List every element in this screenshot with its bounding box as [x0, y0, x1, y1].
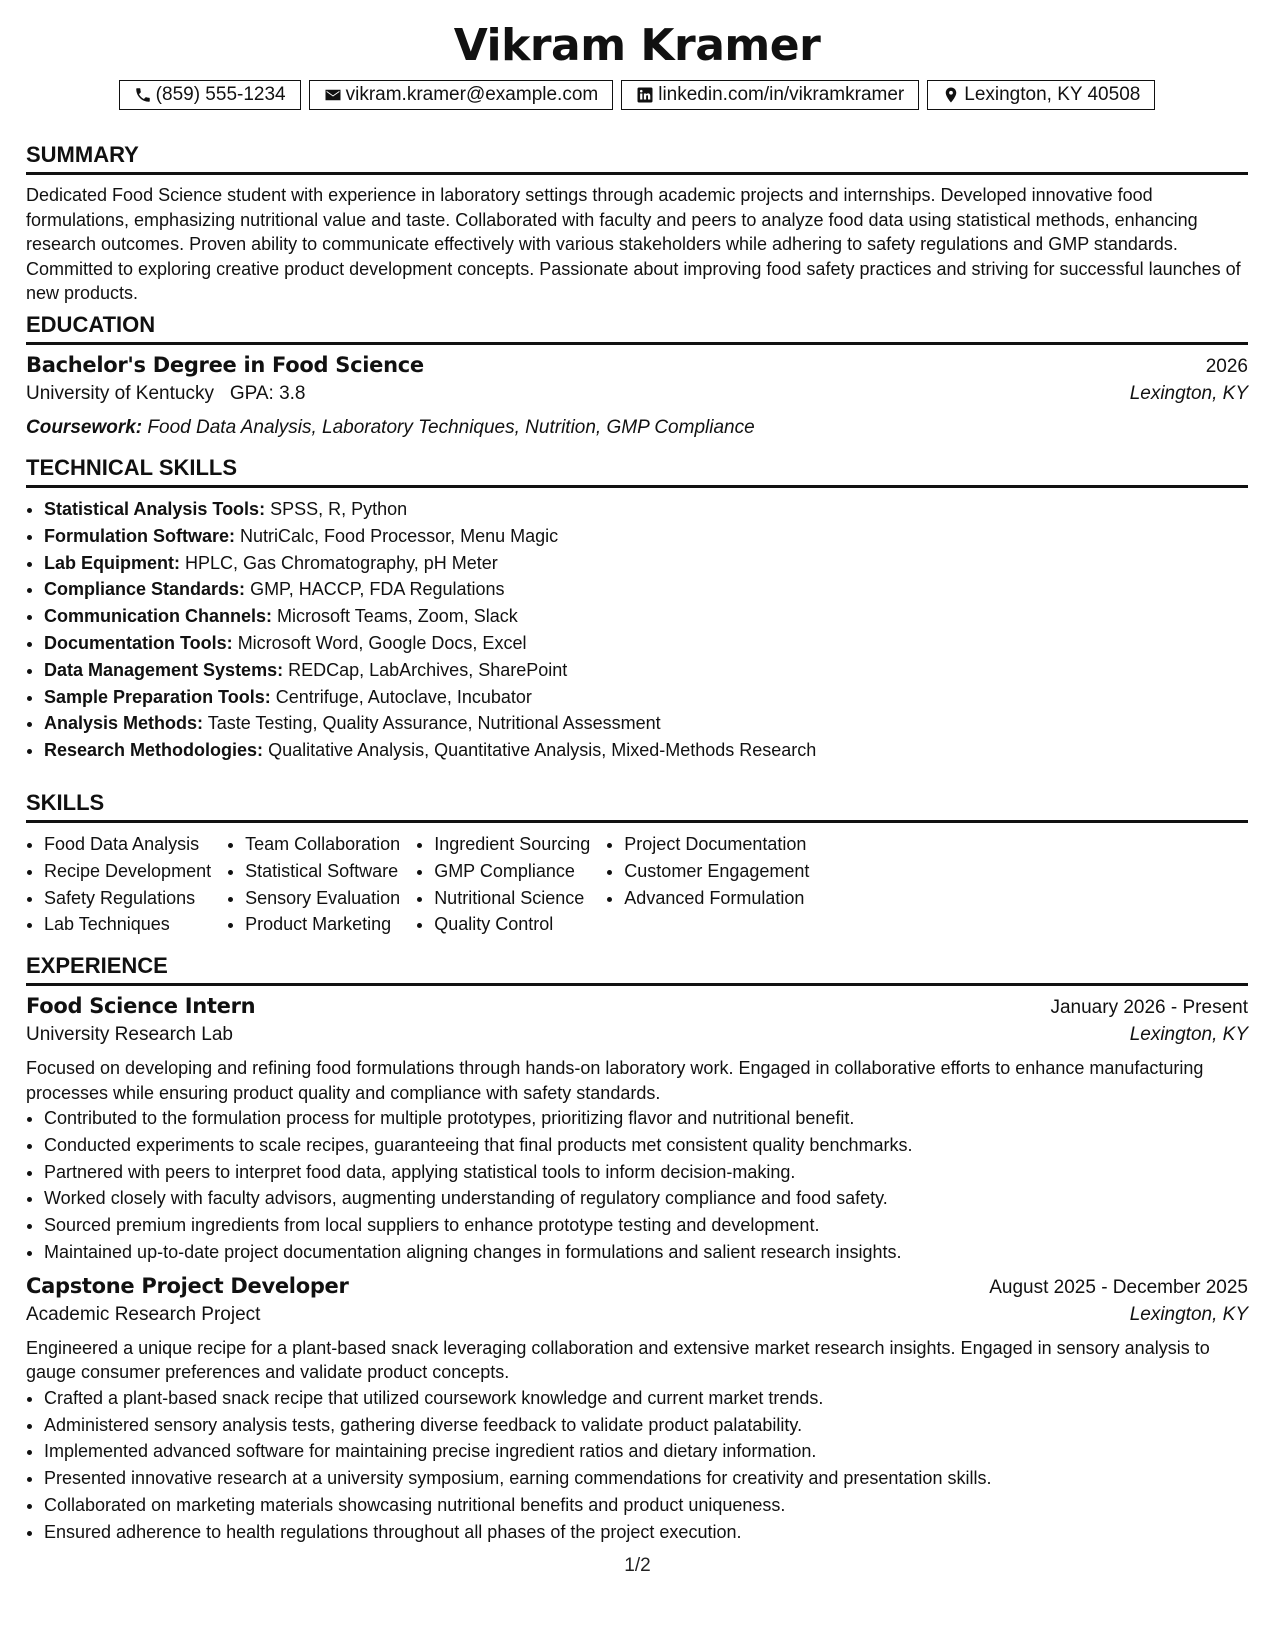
- education-section: [26, 312, 1248, 443]
- list-item: • Advanced Formulation: [624, 885, 809, 912]
- gpa: GPA: 3.8: [229, 383, 306, 404]
- list-item: • Food Data Analysis: [44, 831, 211, 858]
- contact-linkedin[interactable]: [621, 80, 919, 110]
- list-item: • Customer Engagement: [624, 858, 809, 885]
- school-line: [26, 383, 306, 405]
- skills-columns: [26, 831, 1248, 938]
- skill-label: Communication Channels:: [44, 606, 273, 627]
- list-item: • Statistical Software: [245, 858, 400, 885]
- skill-value: NutriCalc, Food Processor, Menu Magic: [240, 525, 559, 546]
- skill-value: REDCap, LabArchives, SharePoint: [288, 659, 568, 680]
- list-item: • Worked closely with faculty advisors, augmenting understanding of regulatory compliance and food safety.: [44, 1185, 1248, 1212]
- skill-label: Lab Equipment:: [44, 552, 180, 573]
- technical-skills-heading: TECHNICAL SKILLS: [26, 455, 1248, 488]
- list-item: • Maintained up-to-date project documentation aligning changes in formulations and salient research insights.: [44, 1239, 1248, 1266]
- map-pin-icon: [942, 86, 960, 104]
- list-item: • GMP Compliance: [434, 858, 590, 885]
- technical-skills-list: [26, 496, 1248, 764]
- skill-label: Documentation Tools:: [44, 632, 233, 653]
- skill-label: Research Methodologies:: [44, 740, 264, 761]
- list-item: [44, 496, 1248, 523]
- list-item: • Nutritional Science: [434, 885, 590, 912]
- list-item: • Sourced premium ingredients from local suppliers to enhance prototype testing and development.: [44, 1212, 1248, 1239]
- coursework-line: [26, 413, 1248, 443]
- contact-location-text: Lexington, KY 40508: [964, 84, 1141, 105]
- job-title: Capstone Project Developer: [26, 1273, 349, 1298]
- contact-email-text: vikram.kramer@example.com: [345, 84, 599, 105]
- job-entry: [26, 994, 1248, 1266]
- contact-email[interactable]: [309, 80, 614, 110]
- skill-value: Microsoft Teams, Zoom, Slack: [277, 606, 518, 627]
- skill-value: GMP, HACCP, FDA Regulations: [250, 579, 505, 600]
- list-item: [44, 630, 1248, 657]
- list-item: [44, 657, 1248, 684]
- envelope-icon: [324, 86, 342, 104]
- skill-value: Taste Testing, Quality Assurance, Nutritional Assessment: [207, 713, 661, 734]
- list-item: [44, 550, 1248, 577]
- skill-label: Sample Preparation Tools:: [44, 686, 271, 707]
- job-entry: [26, 1274, 1248, 1546]
- education-school-row: [26, 383, 1248, 413]
- job-dates: August 2025 - December 2025: [989, 1276, 1248, 1298]
- list-item: • Recipe Development: [44, 858, 211, 885]
- school-name: University of Kentucky: [26, 383, 214, 404]
- list-item: • Presented innovative research at a university symposium, earning commendations for creativity and presentation skills.: [44, 1465, 1248, 1492]
- list-item: [44, 576, 1248, 603]
- skills-column: [227, 831, 400, 938]
- summary-heading: SUMMARY: [26, 142, 1248, 175]
- list-item: [44, 523, 1248, 550]
- list-item: • Team Collaboration: [245, 831, 400, 858]
- job-bullets: [26, 1385, 1248, 1546]
- list-item: • Ingredient Sourcing: [434, 831, 590, 858]
- school-location: Lexington, KY: [1129, 383, 1248, 404]
- skill-value: HPLC, Gas Chromatography, pH Meter: [185, 552, 498, 573]
- education-degree-row: [26, 353, 1248, 383]
- job-summary: Focused on developing and refining food formulations through hands-on laboratory work. Engaged in collaborative efforts to enhance manufacturing processes while ensuring product quality and compliance with safety standards.: [26, 1058, 1204, 1103]
- list-item: • Crafted a plant-based snack recipe that utilized coursework knowledge and current market trends.: [44, 1385, 1248, 1412]
- skill-value: Microsoft Word, Google Docs, Excel: [237, 632, 527, 653]
- skill-label: Formulation Software:: [44, 525, 236, 546]
- list-item: • Lab Techniques: [44, 911, 211, 938]
- skill-value: SPSS, R, Python: [270, 499, 408, 519]
- list-item: • Ensured adherence to health regulations throughout all phases of the project execution.: [44, 1519, 1248, 1546]
- list-item: [44, 603, 1248, 630]
- summary-section: [26, 142, 1248, 306]
- contact-phone-text: (859) 555-1234: [155, 84, 286, 105]
- experience-heading: EXPERIENCE: [26, 953, 1248, 986]
- phone-icon: [134, 86, 152, 104]
- graduation-year: 2026: [1205, 356, 1248, 377]
- list-item: • Collaborated on marketing materials showcasing nutritional benefits and product uniqueness.: [44, 1492, 1248, 1519]
- job-title: Food Science Intern: [26, 994, 256, 1018]
- contact-linkedin-text: linkedin.com/in/vikramkramer: [658, 84, 905, 105]
- skill-value: Centrifuge, Autoclave, Incubator: [275, 686, 532, 707]
- job-dates: January 2026 - Present: [1050, 997, 1248, 1018]
- job-bullets: [26, 1105, 1248, 1266]
- job-org-row: [26, 1024, 1248, 1056]
- job-location: Lexington, KY: [1129, 1303, 1248, 1325]
- linkedin-icon: [636, 86, 654, 104]
- technical-skills-section: [26, 455, 1248, 764]
- list-item: [44, 710, 1248, 737]
- list-item: • Implemented advanced software for maintaining precise ingredient ratios and dietary information.: [44, 1438, 1248, 1465]
- list-item: [44, 737, 1248, 764]
- skill-label: Analysis Methods:: [44, 713, 204, 734]
- page-number: 1/2: [624, 1555, 651, 1576]
- skills-column: [26, 831, 211, 938]
- summary-text: Dedicated Food Science student with experience in laboratory settings through academic projects and internships. Developed innovative food formulations, emphasizing nutritional value and taste. Collaborated with faculty and peers to analyze food data using statistical methods, enhancing research outcomes. Proven ability to communicate effectively with various stakeholders while adhering to safety regulations and GMP standards. Committed to exploring creative product development concepts. Passionate about improving food safety practices and striving for successful launches of new products.: [26, 185, 1241, 303]
- contact-phone[interactable]: [119, 80, 301, 110]
- list-item: • Product Marketing: [245, 911, 400, 938]
- skills-section: [26, 790, 1248, 938]
- list-item: • Contributed to the formulation process for multiple prototypes, prioritizing flavor and nutritional benefit.: [44, 1105, 1248, 1132]
- list-item: • Quality Control: [434, 911, 590, 938]
- job-org: University Research Lab: [26, 1024, 233, 1045]
- degree-title: Bachelor's Degree in Food Science: [26, 353, 424, 377]
- contact-location: [927, 80, 1155, 110]
- skill-value: Qualitative Analysis, Quantitative Analysis, Mixed-Methods Research: [268, 740, 817, 761]
- job-summary: Engineered a unique recipe for a plant-based snack leveraging collaboration and extensive market research insights. Engaged in sensory analysis to gauge consumer preferences and validate product concepts.: [26, 1337, 1210, 1383]
- skill-label: Statistical Analysis Tools:: [44, 499, 266, 519]
- list-item: • Project Documentation: [624, 831, 809, 858]
- experience-section: [26, 953, 1248, 1546]
- skill-label: Data Management Systems:: [44, 659, 284, 680]
- skills-column: [416, 831, 590, 938]
- list-item: • Sensory Evaluation: [245, 885, 400, 912]
- job-title-row: [26, 1274, 1248, 1304]
- education-heading: EDUCATION: [26, 312, 1248, 345]
- skills-column: [606, 831, 809, 938]
- skill-label: Compliance Standards:: [44, 579, 246, 600]
- candidate-name: Vikram Kramer: [453, 20, 821, 71]
- skills-heading: SKILLS: [26, 790, 1248, 823]
- job-title-row: [26, 994, 1248, 1024]
- list-item: • Partnered with peers to interpret food data, applying statistical tools to inform decision-making.: [44, 1159, 1248, 1186]
- list-item: • Administered sensory analysis tests, gathering diverse feedback to validate product palatability.: [44, 1412, 1248, 1439]
- coursework-list: Food Data Analysis, Laboratory Techniques, Nutrition, GMP Compliance: [147, 417, 755, 438]
- list-item: • Safety Regulations: [44, 885, 211, 912]
- list-item: • Conducted experiments to scale recipes, guaranteeing that final products met consistent quality benchmarks.: [44, 1132, 1248, 1159]
- job-org: Academic Research Project: [26, 1303, 261, 1325]
- job-location: Lexington, KY: [1129, 1024, 1248, 1045]
- contact-bar: [26, 80, 1248, 110]
- coursework-label: Coursework:: [26, 417, 143, 438]
- job-org-row: [26, 1304, 1248, 1336]
- list-item: [44, 684, 1248, 711]
